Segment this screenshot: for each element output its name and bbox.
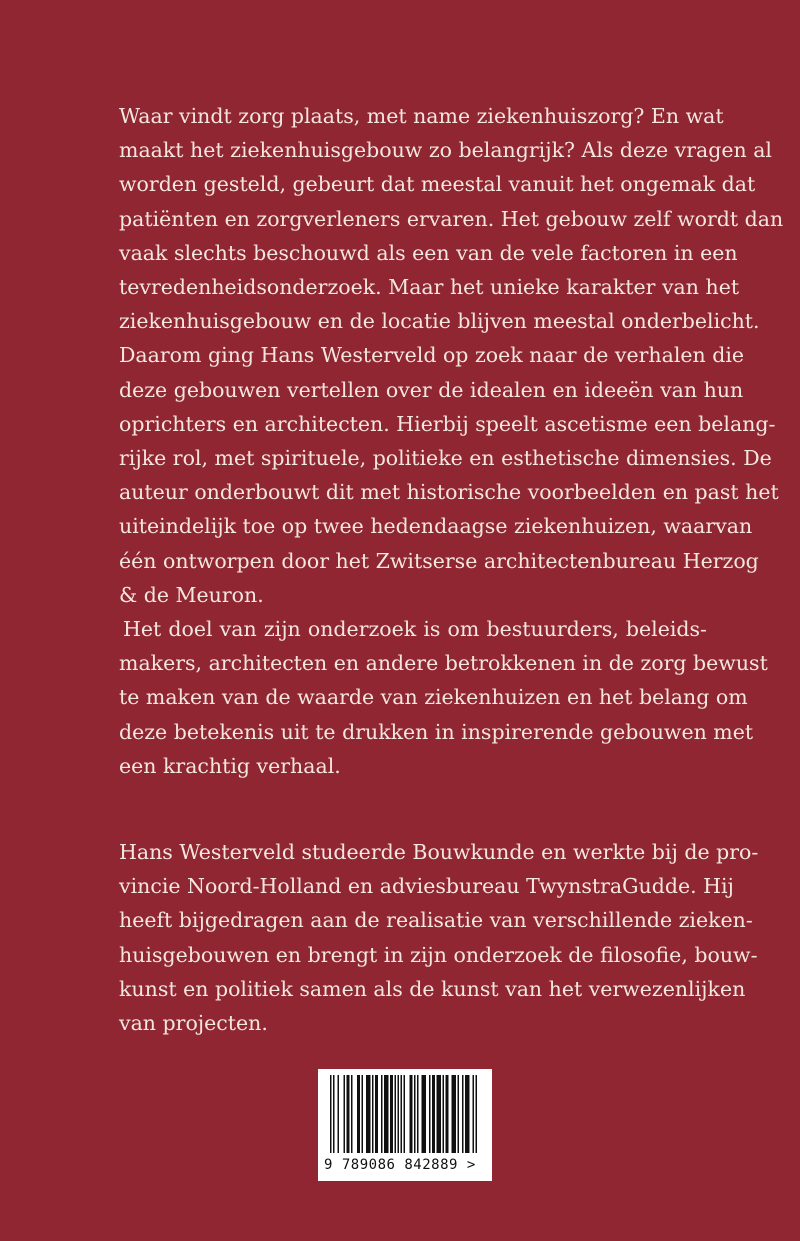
text-line: Daarom ging Hans Westerveld op zoek naar de verhalen die xyxy=(119,343,745,368)
text-line: auteur onderbouwt dit met historische voorbeelden en past het xyxy=(119,480,779,505)
barcode-bar xyxy=(330,1075,332,1153)
text-line: maakt het ziekenhuisgebouw zo belangrijk? Als deze vragen al xyxy=(119,138,772,163)
text-line: worden gesteld, gebeurt dat meestal vanuit het ongemak dat xyxy=(119,172,756,197)
text-line: te maken van de waarde van ziekenhuizen en het belang om xyxy=(119,685,748,710)
barcode-bar xyxy=(443,1075,445,1153)
text-line: makers, architecten en andere betrokkenen in de zorg bewust xyxy=(119,651,768,676)
barcode-bar xyxy=(338,1075,340,1153)
barcode-bar xyxy=(476,1075,478,1153)
barcode-bars xyxy=(318,1069,492,1157)
barcode-bar xyxy=(410,1075,413,1153)
barcode-bar xyxy=(417,1075,419,1153)
barcode-bar xyxy=(452,1075,457,1153)
text-line: Waar vindt zorg plaats, met name ziekenhuiszorg? En wat xyxy=(119,104,724,128)
barcode-bar xyxy=(429,1075,431,1153)
barcode-bar xyxy=(372,1075,374,1153)
barcode-bar xyxy=(401,1075,403,1153)
barcode-bar xyxy=(384,1075,389,1153)
barcode-bar xyxy=(333,1075,335,1153)
barcode-bar xyxy=(446,1075,449,1153)
barcode-bar xyxy=(390,1075,393,1153)
text-line: kunst en politiek samen als de kunst van het verwezenlijken xyxy=(119,976,746,1001)
barcode-bar xyxy=(366,1075,371,1153)
barcode-bar xyxy=(351,1075,353,1153)
barcode-bar xyxy=(395,1075,397,1153)
barcode-bar xyxy=(462,1075,464,1153)
paragraph-intro xyxy=(119,99,784,612)
back-cover-text xyxy=(119,99,784,1040)
barcode-bar xyxy=(398,1075,400,1153)
text-line: oprichters en architecten. Hierbij speelt ascetisme een belang- xyxy=(119,411,776,436)
barcode-bar xyxy=(404,1075,406,1153)
text-line: Het doel van zijn onderzoek is om bestuurders, beleids- xyxy=(123,617,707,642)
text-line: rijke rol, met spirituele, politieke en esthetische dimensies. De xyxy=(119,446,772,471)
barcode-bar xyxy=(375,1075,378,1153)
paragraph-goal xyxy=(119,612,768,783)
text-line: vincie Noord-Holland en adviesbureau TwynstraGudde. Hij xyxy=(119,874,734,899)
text-line: & de Meuron. xyxy=(119,582,264,607)
barcode-bar xyxy=(473,1075,475,1153)
barcode-bar xyxy=(422,1075,427,1153)
barcode-bar xyxy=(347,1075,350,1153)
text-line: patiënten en zorgverleners ervaren. Het gebouw zelf wordt dan xyxy=(119,206,784,231)
text-line: huisgebouwen en brengt in zijn onderzoek de filosofie, bouw- xyxy=(119,942,758,967)
text-line: Hans Westerveld studeerde Bouwkunde en werkte bij de pro- xyxy=(119,840,759,865)
isbn-number: 9 789086 842889 > xyxy=(324,1157,476,1173)
text-line: vaak slechts beschouwd als een van de vele factoren in een xyxy=(119,240,738,265)
text-line: uiteindelijk toe op twee hedendaagse ziekenhuizen, waarvan xyxy=(119,514,753,539)
text-line: deze betekenis uit te drukken in inspirerende gebouwen met xyxy=(119,719,754,744)
barcode-bar xyxy=(465,1075,470,1153)
text-line: heeft bijgedragen aan de realisatie van verschillende zieken- xyxy=(119,908,753,933)
paragraph-author-bio xyxy=(119,835,759,1040)
barcode-bar xyxy=(381,1075,383,1153)
barcode-bar xyxy=(357,1075,360,1153)
barcode-bar xyxy=(414,1075,416,1153)
isbn-barcode xyxy=(318,1069,492,1181)
paragraph-spacer xyxy=(119,783,707,835)
text-line: ziekenhuisgebouw en de locatie blijven meestal onderbelicht. xyxy=(119,309,760,334)
text-line: tevredenheidsonderzoek. Maar het unieke karakter van het xyxy=(119,275,740,300)
text-line: één ontworpen door het Zwitserse architectenbureau Herzog xyxy=(119,548,759,573)
text-line: een krachtig verhaal. xyxy=(119,753,341,778)
barcode-bar xyxy=(432,1075,435,1153)
barcode-bar xyxy=(344,1075,346,1153)
text-line: deze gebouwen vertellen over de idealen en ideeën van hun xyxy=(119,377,744,402)
text-line: van projecten. xyxy=(119,1011,268,1036)
barcode-bar xyxy=(437,1075,442,1153)
barcode-bar xyxy=(458,1075,460,1153)
barcode-bar xyxy=(362,1075,364,1153)
